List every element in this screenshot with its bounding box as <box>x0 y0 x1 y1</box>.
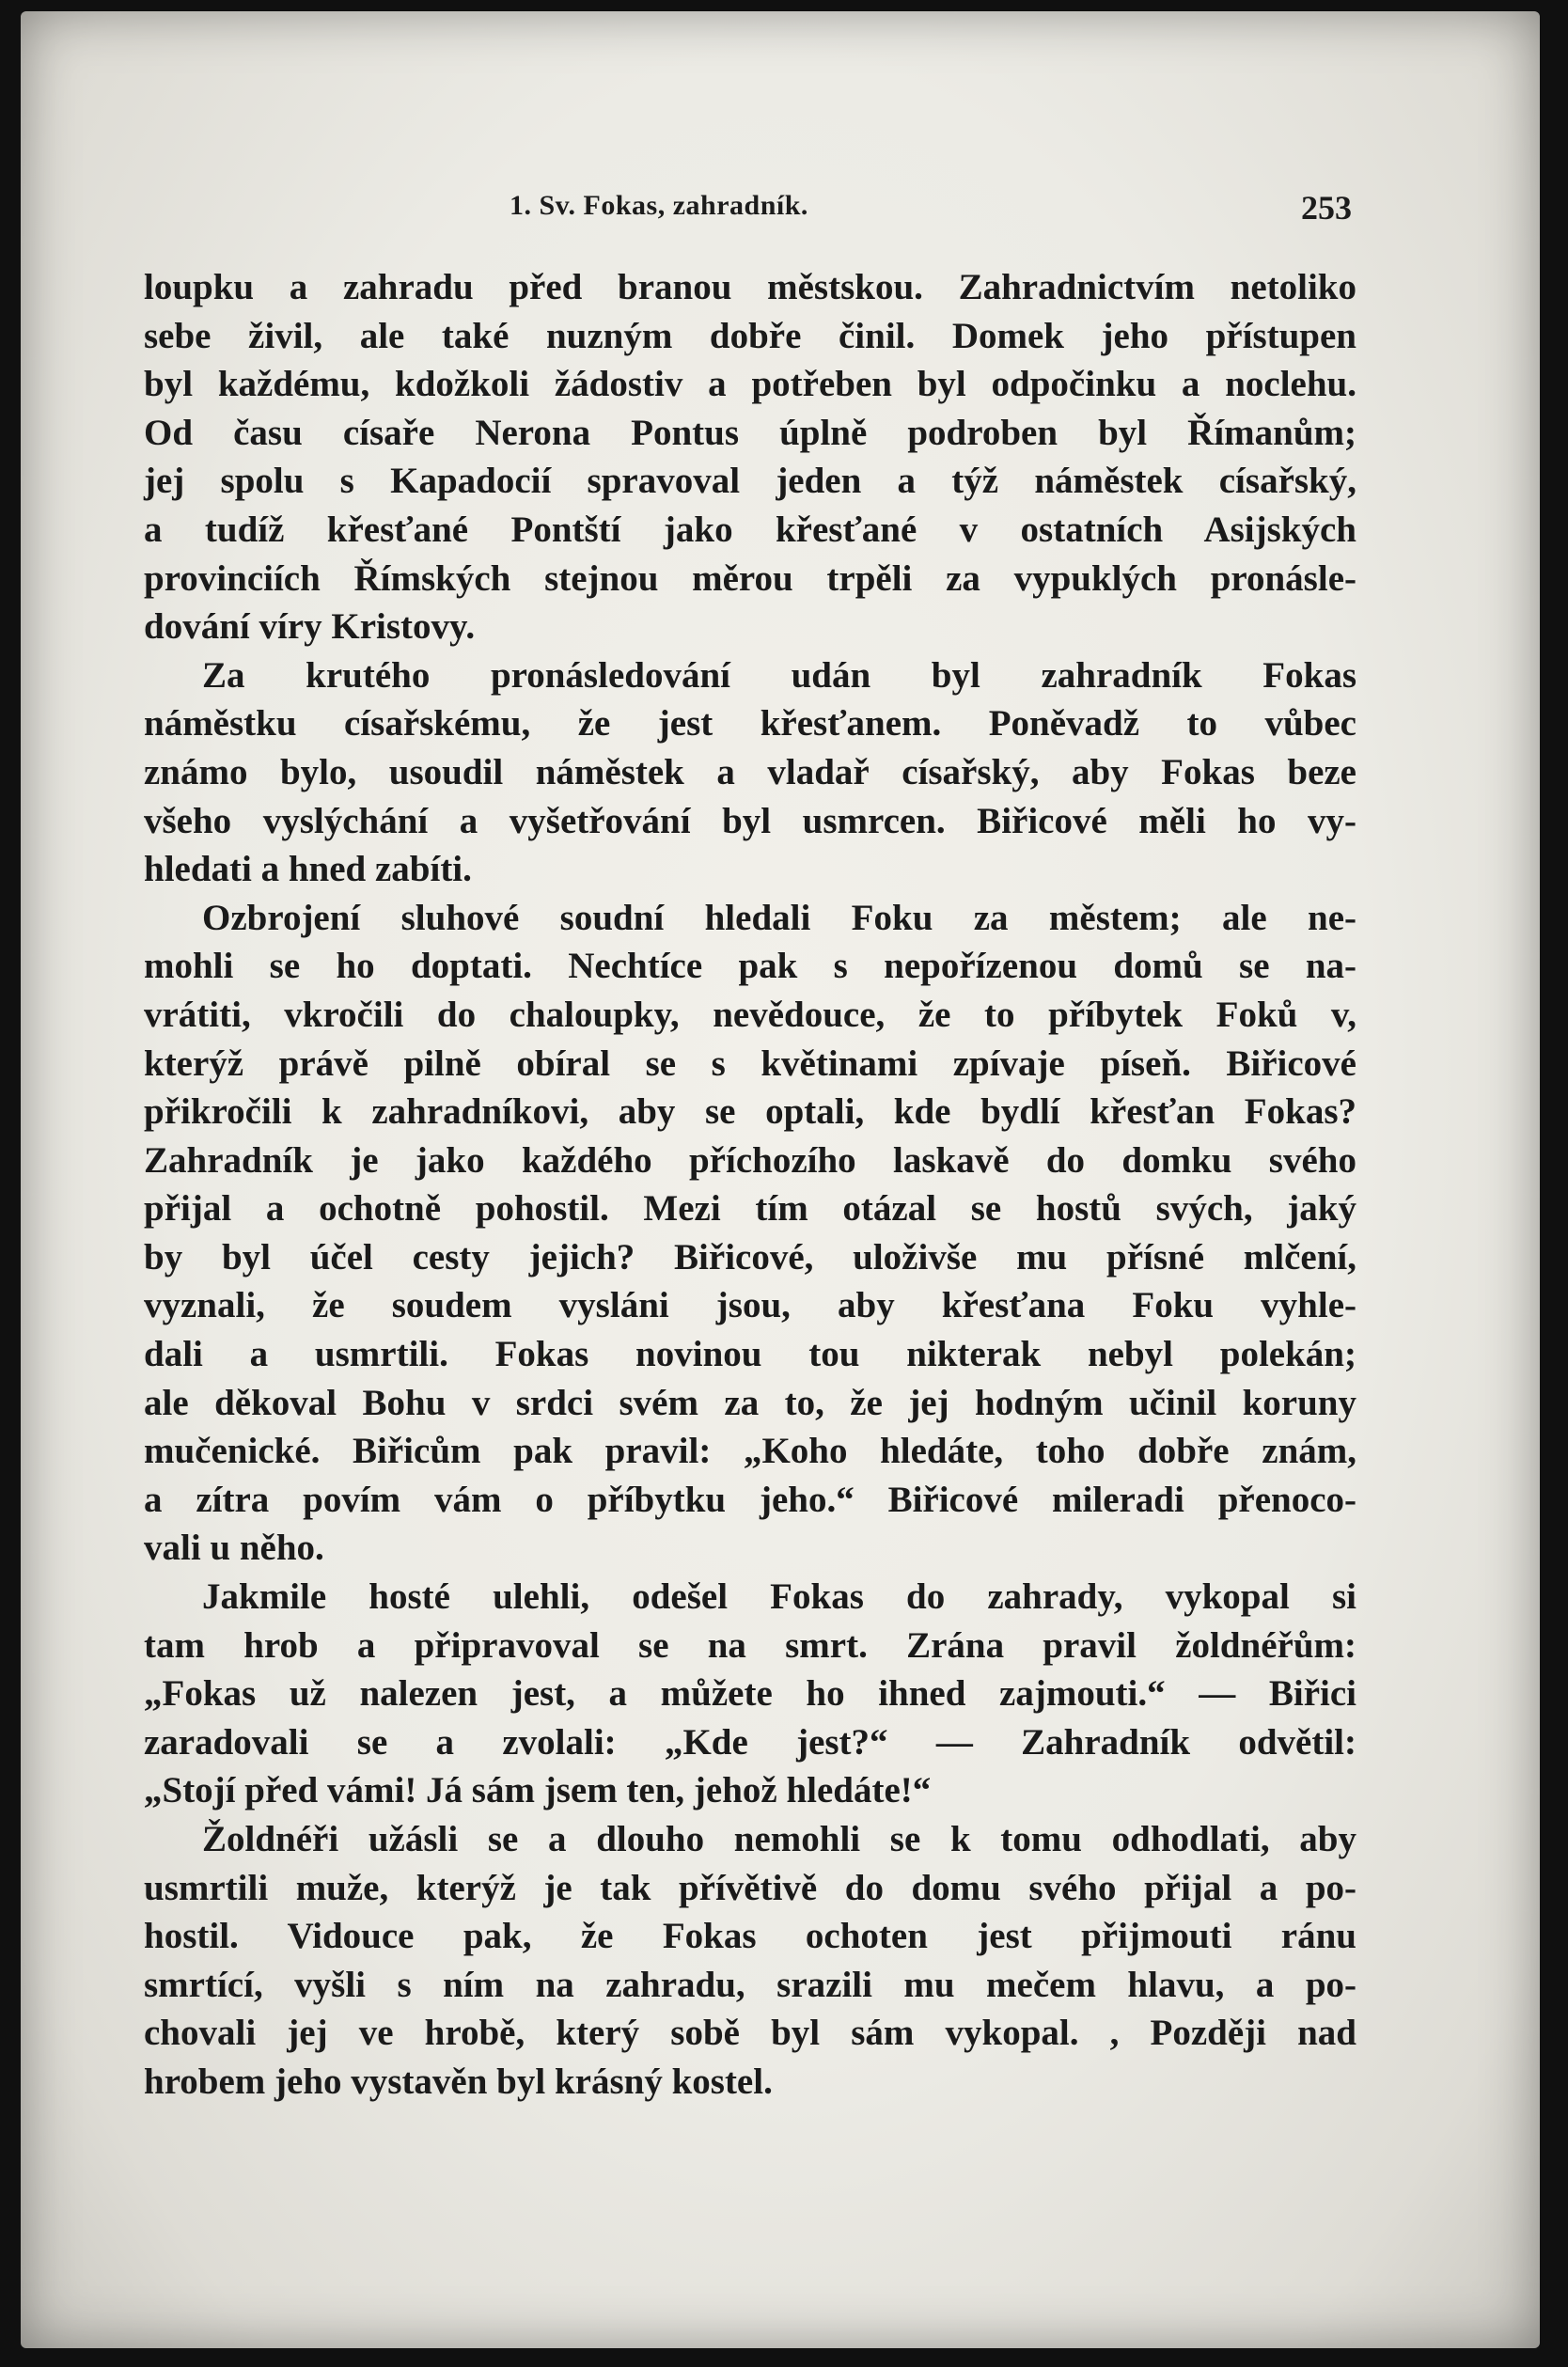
text-line: a zítra povím vám o příbytku jeho.“ Biřicové mileradi přenoco- <box>144 1479 1356 1520</box>
text-line: sebe živil, ale také nuzným dobře činil. Domek jeho přístupen <box>144 315 1356 356</box>
text-line: smrtící, vyšli s ním na zahradu, srazili mu mečem hlavu, a po- <box>144 1964 1356 2005</box>
text-line: loupku a zahradu před branou městskou. Zahradnictvím netoliko <box>144 267 1356 307</box>
text-line: kterýž právě pilně obíral se s květinami zpívaje píseň. Biřicové <box>144 1042 1356 1084</box>
running-head: 1. Sv. Fokas, zahradník. <box>510 190 808 221</box>
text-line: mučenické. Biřicům pak pravil: „Koho hledáte, toho dobře znám, <box>144 1431 1356 1472</box>
text-line: „Fokas už nalezen jest, a můžete ho ihned zajmouti.“ — Biřici <box>144 1673 1356 1715</box>
text-line: dali a usmrtili. Fokas novinou tou nikterak nebyl polekán; <box>144 1334 1356 1375</box>
text-line: dování víry Kristovy. <box>144 606 476 648</box>
text-line: provinciích Římských stejnou měrou trpěli za vypuklých pronásle- <box>144 557 1356 599</box>
page-header <box>21 190 1540 227</box>
body-text <box>144 263 1356 2107</box>
text-line: „Stojí před vámi! Já sám jsem ten, jehož hledáte!“ <box>144 1770 932 1811</box>
text-line: by byl účel cesty jejich? Biřicové, uloživše mu přísné mlčení, <box>144 1236 1356 1278</box>
text-line: Zahradník je jako každého příchozího laskavě do domku svého <box>144 1139 1356 1181</box>
text-line: Ozbrojení sluhové soudní hledali Foku za městem; ale ne- <box>202 897 1356 938</box>
text-line: všeho vyslýchání a vyšetřování byl usmrcen. Biřicové měli ho vy- <box>144 800 1356 841</box>
text-line: vyznali, že soudem vysláni jsou, aby křesťana Foku vyhle- <box>144 1285 1356 1326</box>
text-line: ale děkoval Bohu v srdci svém za to, že jej hodným učinil koruny <box>144 1382 1356 1423</box>
text-line: hostil. Vidouce pak, že Fokas ochoten jest přijmouti ránu <box>144 1916 1356 1957</box>
text-line: hledati a hned zabíti. <box>144 849 472 890</box>
text-line: a tudíž křesťané Pontští jako křesťané v ostatních Asijských <box>144 509 1356 550</box>
text-line: chovali jej ve hrobě, který sobě byl sám vykopal. , Později nad <box>144 2013 1356 2054</box>
text-line: přijal a ochotně pohostil. Mezi tím otázal se hostů svých, jaký <box>144 1188 1356 1230</box>
text-line: Žoldnéři užásli se a dlouho nemohli se k tomu odhodlati, aby <box>202 1819 1356 1859</box>
text-line: mohli se ho doptati. Nechtíce pak s nepořízenou domů se na- <box>144 946 1356 987</box>
text-line: hrobem jeho vystavěn byl krásný kostel. <box>144 2061 773 2102</box>
text-line: vrátiti, vkročili do chaloupky, nevědouce, že to příbytek Foků v, <box>144 994 1356 1035</box>
text-line: vali u něho. <box>144 1528 324 1569</box>
text-line: byl každému, kdožkoli žádostiv a potřeben byl odpočinku a noclehu. <box>144 364 1356 405</box>
text-line: přikročili k zahradníkovi, aby se optali, kde bydlí křesťan Fokas? <box>144 1091 1356 1133</box>
text-line: Jakmile hosté ulehli, odešel Fokas do zahrady, vykopal si <box>202 1576 1356 1618</box>
text-line: jej spolu s Kapadocií spravoval jeden a týž náměstek císařský, <box>144 461 1356 502</box>
text-line: náměstku císařskému, že jest křesťanem. Poněvadž to vůbec <box>144 703 1356 745</box>
text-line: zaradovali se a zvolali: „Kde jest?“ — Zahradník odvětil: <box>144 1721 1356 1763</box>
book-page <box>21 11 1540 2348</box>
text-line: známo bylo, usoudil náměstek a vladař císařský, aby Fokas beze <box>144 751 1356 792</box>
text-line: Za krutého pronásledování udán byl zahradník Fokas <box>202 654 1356 696</box>
text-line: tam hrob a připravoval se na smrt. Zrána pravil žoldnéřům: <box>144 1624 1356 1666</box>
page-number: 253 <box>1301 189 1352 227</box>
text-line: usmrtili muže, kterýž je tak přívětivě do domu svého přijal a po- <box>144 1867 1356 1908</box>
text-line: Od času císaře Nerona Pontus úplně podroben byl Římanům; <box>144 412 1356 453</box>
